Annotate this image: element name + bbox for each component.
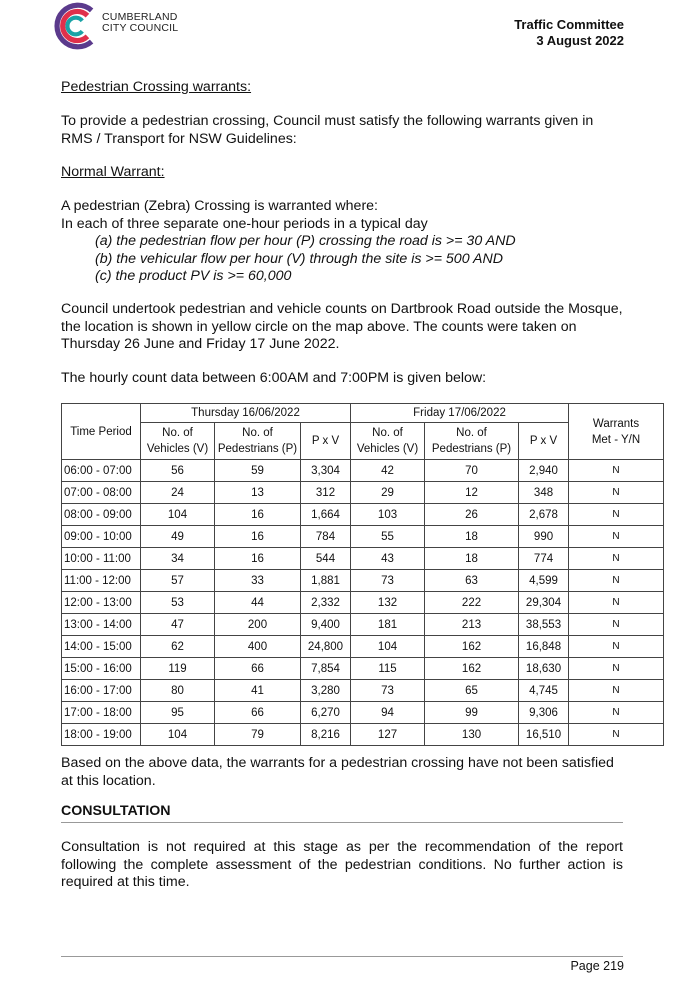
table-row (62, 702, 664, 724)
meeting-date: 3 August 2022 (536, 33, 624, 48)
fri-pxv-cell: 18,630 (519, 658, 569, 680)
time-cell: 14:00 - 15:00 (62, 636, 141, 658)
thu-vehicles-cell: 95 (141, 702, 215, 724)
warrant-met-cell: N (569, 680, 664, 702)
thu-peds-cell: 400 (215, 636, 301, 658)
time-cell: 17:00 - 18:00 (62, 702, 141, 724)
fri-vehicles-cell: 73 (351, 680, 425, 702)
thu-peds-header (215, 423, 301, 460)
warrant-met-cell: N (569, 658, 664, 680)
thu-pxv-cell: 7,854 (301, 658, 351, 680)
thu-pxv-cell: 24,800 (301, 636, 351, 658)
thu-vehicles-cell: 49 (141, 526, 215, 548)
table-row (62, 526, 664, 548)
warrant-met-cell: N (569, 504, 664, 526)
fri-pxv-header: P x V (519, 423, 569, 460)
thu-peds-cell: 41 (215, 680, 301, 702)
thu-peds-cell: 66 (215, 658, 301, 680)
thu-peds-cell: 16 (215, 526, 301, 548)
fri-vehicles-cell: 29 (351, 482, 425, 504)
thu-pxv-cell: 3,280 (301, 680, 351, 702)
conclusion-paragraph: Based on the above data, the warrants for a pedestrian crossing have not been satisfied at this location. (61, 755, 614, 789)
fri-peds-cell: 12 (425, 482, 519, 504)
fri-vehicles-cell: 42 (351, 460, 425, 482)
fri-vehicles-cell: 132 (351, 592, 425, 614)
consultation-heading: CONSULTATION (61, 803, 171, 819)
thu-vehicles-cell: 57 (141, 570, 215, 592)
table-row (62, 724, 664, 746)
warrant-met-cell: N (569, 548, 664, 570)
warrant-met-cell: N (569, 592, 664, 614)
fri-pxv-cell: 9,306 (519, 702, 569, 724)
thu-pxv-cell: 1,664 (301, 504, 351, 526)
fri-vehicles-cell: 115 (351, 658, 425, 680)
table-row (62, 548, 664, 570)
council-logo (50, 0, 102, 52)
footer-rule (61, 956, 623, 957)
fri-pxv-cell: 16,848 (519, 636, 569, 658)
time-cell: 09:00 - 10:00 (62, 526, 141, 548)
warrant-met-cell: N (569, 614, 664, 636)
time-cell: 08:00 - 09:00 (62, 504, 141, 526)
table-row (62, 592, 664, 614)
thu-ped-h2: Pedestrians (P) (217, 443, 298, 455)
time-cell: 06:00 - 07:00 (62, 460, 141, 482)
thu-vehicles-cell: 47 (141, 614, 215, 636)
table-row (62, 504, 664, 526)
time-cell: 16:00 - 17:00 (62, 680, 141, 702)
thu-vehicles-cell: 80 (141, 680, 215, 702)
thu-vehicles-cell: 34 (141, 548, 215, 570)
warrant-met-cell: N (569, 460, 664, 482)
fri-veh-h1: No. of (372, 427, 403, 439)
committee-name: Traffic Committee (514, 17, 624, 32)
fri-pxv-cell: 348 (519, 482, 569, 504)
time-cell: 07:00 - 08:00 (62, 482, 141, 504)
time-cell: 12:00 - 13:00 (62, 592, 141, 614)
fri-ped-h2: Pedestrians (P) (431, 443, 512, 455)
fri-peds-cell: 130 (425, 724, 519, 746)
fri-pxv-cell: 29,304 (519, 592, 569, 614)
fri-peds-cell: 99 (425, 702, 519, 724)
thu-pxv-cell: 784 (301, 526, 351, 548)
hourly-count-table (61, 403, 664, 746)
time-cell: 15:00 - 16:00 (62, 658, 141, 680)
consultation-body: Consultation is not required at this stage as per the recommendation of the report following the complete assessment of the pedestrian conditions. No further action is required at this time. (61, 839, 623, 890)
warrant-line-2: In each of three separate one-hour periods in a typical day (61, 215, 428, 232)
table-header-row-1 (62, 404, 664, 423)
fri-peds-header (425, 423, 519, 460)
thursday-header: Thursday 16/06/2022 (141, 404, 351, 423)
thu-vehicles-cell: 24 (141, 482, 215, 504)
warrant-line-1: A pedestrian (Zebra) Crossing is warranted where: (61, 198, 378, 214)
fri-vehicles-cell: 43 (351, 548, 425, 570)
logo-line-2: CITY COUNCIL (102, 22, 179, 34)
fri-pxv-cell: 774 (519, 548, 569, 570)
time-cell: 18:00 - 19:00 (62, 724, 141, 746)
warrant-met-cell: N (569, 482, 664, 504)
hourly-paragraph: The hourly count data between 6:00AM and 7:00PM is given below: (61, 370, 487, 386)
thu-vehicles-cell: 56 (141, 460, 215, 482)
thu-vehicles-cell: 53 (141, 592, 215, 614)
fri-vehicles-header (351, 423, 425, 460)
fri-pxv-cell: 2,678 (519, 504, 569, 526)
fri-pxv-cell: 2,940 (519, 460, 569, 482)
fri-peds-cell: 65 (425, 680, 519, 702)
time-cell: 13:00 - 14:00 (62, 614, 141, 636)
warrants-heading: Pedestrian Crossing warrants: (61, 79, 252, 95)
fri-peds-cell: 18 (425, 526, 519, 548)
fri-peds-cell: 63 (425, 570, 519, 592)
thu-pxv-cell: 312 (301, 482, 351, 504)
fri-peds-cell: 70 (425, 460, 519, 482)
warrant-met-cell: N (569, 724, 664, 746)
fri-vehicles-cell: 103 (351, 504, 425, 526)
consultation-rule (61, 822, 623, 823)
fri-vehicles-cell: 55 (351, 526, 425, 548)
thu-peds-cell: 13 (215, 482, 301, 504)
thu-pxv-cell: 6,270 (301, 702, 351, 724)
thu-pxv-cell: 3,304 (301, 460, 351, 482)
thu-peds-cell: 16 (215, 548, 301, 570)
fri-peds-cell: 162 (425, 636, 519, 658)
warrants-intro: To provide a pedestrian crossing, Council must satisfy the following warrants given in RMS / Transport for NSW Guidelines: (61, 113, 594, 147)
warrants-header-line-1: Warrants (592, 417, 640, 430)
thu-pxv-cell: 8,216 (301, 724, 351, 746)
warrant-met-cell: N (569, 636, 664, 658)
counts-paragraph: Council undertook pedestrian and vehicle counts on Dartbrook Road outside the Mosque, the location is shown in yellow circle on the map above. The counts were taken on Thursday 26 June and Friday 17 June 2022. (61, 301, 623, 352)
thu-veh-h2: Vehicles (V) (146, 443, 209, 455)
thu-pxv-cell: 9,400 (301, 614, 351, 636)
table-body (62, 460, 664, 746)
normal-warrant-block (61, 198, 623, 286)
thu-peds-cell: 16 (215, 504, 301, 526)
thu-ped-h1: No. of (242, 427, 273, 439)
fri-vehicles-cell: 127 (351, 724, 425, 746)
friday-header: Friday 17/06/2022 (351, 404, 569, 423)
fri-ped-h1: No. of (456, 427, 487, 439)
thu-peds-cell: 200 (215, 614, 301, 636)
table-row (62, 570, 664, 592)
fri-pxv-cell: 990 (519, 526, 569, 548)
logo-text (102, 12, 178, 34)
warrant-met-cell: N (569, 570, 664, 592)
thu-vehicles-header (141, 423, 215, 460)
thu-peds-cell: 44 (215, 592, 301, 614)
time-cell: 11:00 - 12:00 (62, 570, 141, 592)
warrant-met-cell: N (569, 702, 664, 724)
thu-peds-cell: 66 (215, 702, 301, 724)
table-row (62, 460, 664, 482)
thu-vehicles-cell: 119 (141, 658, 215, 680)
table-row (62, 658, 664, 680)
warrant-met-cell: N (569, 526, 664, 548)
thu-peds-cell: 59 (215, 460, 301, 482)
fri-veh-h2: Vehicles (V) (356, 443, 419, 455)
fri-pxv-cell: 4,599 (519, 570, 569, 592)
fri-pxv-cell: 38,553 (519, 614, 569, 636)
table-row (62, 636, 664, 658)
fri-peds-cell: 18 (425, 548, 519, 570)
header-right (514, 17, 624, 49)
criterion-a: (a) the pedestrian flow per hour (P) crossing the road is >= 30 AND (95, 233, 516, 249)
warrants-header-line-2: Met - Y/N (591, 433, 641, 446)
table-row (62, 482, 664, 504)
fri-vehicles-cell: 94 (351, 702, 425, 724)
thu-pxv-cell: 544 (301, 548, 351, 570)
normal-warrant-heading: Normal Warrant: (61, 164, 165, 180)
page-number: Page 219 (570, 959, 624, 973)
warrants-met-header (569, 404, 664, 460)
table-row (62, 680, 664, 702)
thu-pxv-header: P x V (301, 423, 351, 460)
fri-vehicles-cell: 104 (351, 636, 425, 658)
thu-pxv-cell: 1,881 (301, 570, 351, 592)
thu-veh-h1: No. of (162, 427, 193, 439)
fri-peds-cell: 162 (425, 658, 519, 680)
fri-vehicles-cell: 73 (351, 570, 425, 592)
thu-pxv-cell: 2,332 (301, 592, 351, 614)
thu-vehicles-cell: 62 (141, 636, 215, 658)
thu-vehicles-cell: 104 (141, 724, 215, 746)
thu-vehicles-cell: 104 (141, 504, 215, 526)
fri-vehicles-cell: 181 (351, 614, 425, 636)
thu-peds-cell: 33 (215, 570, 301, 592)
fri-peds-cell: 222 (425, 592, 519, 614)
criterion-b: (b) the vehicular flow per hour (V) through the site is >= 500 AND (95, 250, 503, 267)
table-row (62, 614, 664, 636)
fri-pxv-cell: 16,510 (519, 724, 569, 746)
time-cell: 10:00 - 11:00 (62, 548, 141, 570)
criterion-c: (c) the product PV is >= 60,000 (95, 268, 292, 284)
fri-peds-cell: 26 (425, 504, 519, 526)
thu-peds-cell: 79 (215, 724, 301, 746)
logo-line-1: CUMBERLAND (102, 11, 178, 23)
fri-peds-cell: 213 (425, 614, 519, 636)
time-period-header: Time Period (62, 404, 141, 460)
fri-pxv-cell: 4,745 (519, 680, 569, 702)
